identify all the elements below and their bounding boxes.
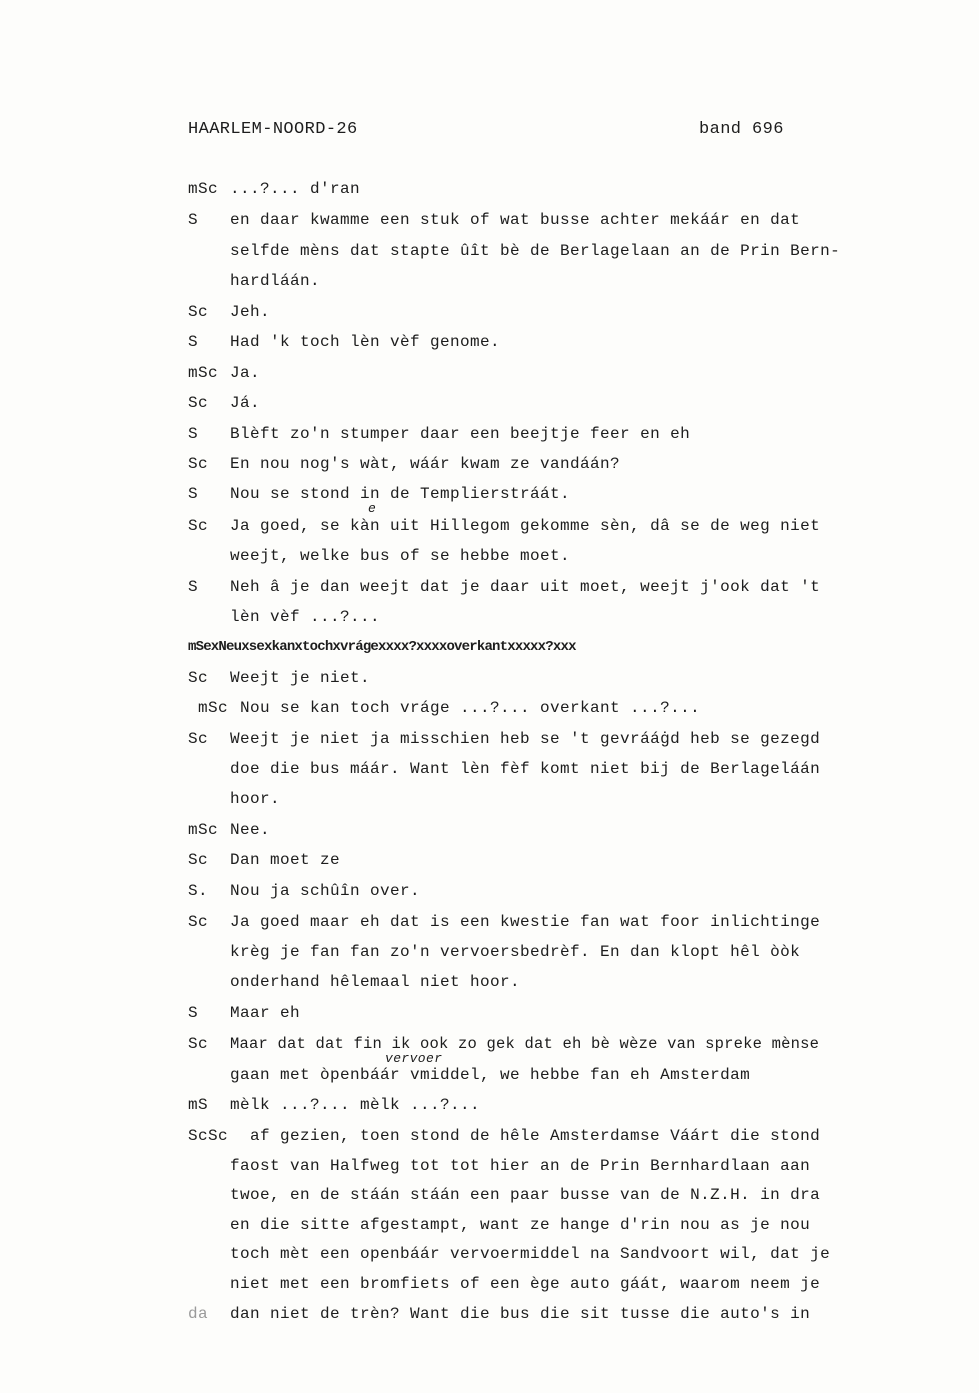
transcript-line: mèlk ...?... mèlk ...?... [230,1096,481,1114]
speaker-label: S [188,211,199,229]
speaker-label: Sc [188,851,209,869]
transcript-line: Nee. [230,821,271,839]
speaker-label: S [188,333,199,351]
speaker-label: S. [188,882,209,900]
transcript-line: onderhand hêlemaal niet hoor. [230,973,521,991]
transcript-line: twoe, en de stáán stáán een paar busse van de N.Z.H. in dra [230,1186,821,1204]
speaker-label: mSc [188,364,219,382]
transcript-line: af gezien, toen stond de hêle Amsterdamse Váárt die stond [250,1127,821,1145]
speaker-label: S [188,1004,199,1022]
document-header-left: HAARLEM-NOORD-26 [188,120,358,139]
speaker-label: Sc [188,730,209,748]
handwritten-annotation: vervoer [385,1051,443,1066]
transcript-line: faost van Halfweg tot tot hier an de Prin Bernhardlaan aan [230,1157,811,1175]
transcript-line: Nou se kan toch vráge ...?... overkant ...?... [240,699,701,717]
transcript-line: Ja goed maar eh dat is een kwestie fan wat foor inlichtinge [230,913,821,931]
transcript-line: en daar kwamme een stuk of wat busse achter mekáár en dat [230,211,801,229]
transcript-line: Neh â je dan weejt dat je daar uit moet, weejt j'ook dat 't [230,578,821,596]
speaker-label: mS [188,1096,209,1114]
struck-out-line: mSexNeuxsexkanxtochxvrágexxxx?xxxxoverkantxxxxx?xxx [188,639,576,655]
transcript-line: niet met een bromfiets of een ège auto gáát, waarom neem je [230,1275,821,1293]
speaker-label: da [188,1305,209,1323]
transcript-line: Dan moet ze [230,851,341,869]
speaker-label: Sc [188,394,209,412]
speaker-label: Sc [188,913,209,931]
transcript-line: toch mèt een openbáár vervoermiddel na Sandvoort wil, dat je [230,1245,831,1263]
speaker-label: Sc [188,517,209,535]
transcript-line: Weejt je niet ja misschien heb se 't gevrááġd heb se gezegd [230,730,821,748]
transcript-line: lèn vèf ...?... [230,608,381,626]
transcript-line: Nou se stond in de Templierstráát. [230,485,571,503]
speaker-label: Sc [188,1035,209,1053]
speaker-label: S [188,425,199,443]
speaker-label: mSc [188,821,219,839]
speaker-label: mSc [198,699,229,717]
transcript-line: Já. [230,394,261,412]
transcript-line: dan niet de trèn? Want die bus die sit tusse die auto's in [230,1305,811,1323]
handwritten-annotation: e [368,501,377,516]
speaker-label: S [188,485,199,503]
transcript-line: doe die bus máár. Want lèn fèf komt niet bij de Berlageláán [230,760,821,778]
transcript-line: Weejt je niet. [230,669,371,687]
transcript-line: Jeh. [230,303,271,321]
transcript-line: Blèft zo'n stumper daar een beejtje feer en eh [230,425,691,443]
transcript-line: krèg je fan fan zo'n vervoersbedrèf. En dan klopt hêl òòk [230,943,801,961]
transcript-line: ...?... d'ran [230,180,361,198]
transcript-line: Ja goed, se kàn uit Hillegom gekomme sèn, dâ se de weg niet [230,517,821,535]
transcript-line: hardláán. [230,272,321,290]
transcript-line: Ja. [230,364,261,382]
speaker-label: Sc [188,303,209,321]
speaker-label: ScSc [188,1127,229,1145]
transcript-line: Maar dat dat fin ik ook zo gek dat eh bè wèze van spreke mènse [230,1035,820,1053]
transcript-line: Maar eh [230,1004,301,1022]
transcript-line: selfde mèns dat stapte ûît bè de Berlagelaan an de Prin Bern- [230,242,841,260]
document-header-right: band 696 [699,120,784,139]
speaker-label: Sc [188,669,209,687]
transcript-line: En nou nog's wàt, wáár kwam ze vandáán? [230,455,621,473]
transcript-line: hoor. [230,790,281,808]
speaker-label: mSc [188,180,219,198]
transcript-line: en die sitte afgestampt, want ze hange d'rin nou as je nou [230,1216,811,1234]
transcript-line: gaan met òpenbáár vmiddel, we hebbe fan eh Amsterdam [230,1066,751,1084]
speaker-label: S [188,578,199,596]
transcript-line: weejt, welke bus of se hebbe moet. [230,547,571,565]
speaker-label: Sc [188,455,209,473]
transcript-line: Nou ja schûîn over. [230,882,421,900]
transcript-line: Had 'k toch lèn vèf genome. [230,333,501,351]
